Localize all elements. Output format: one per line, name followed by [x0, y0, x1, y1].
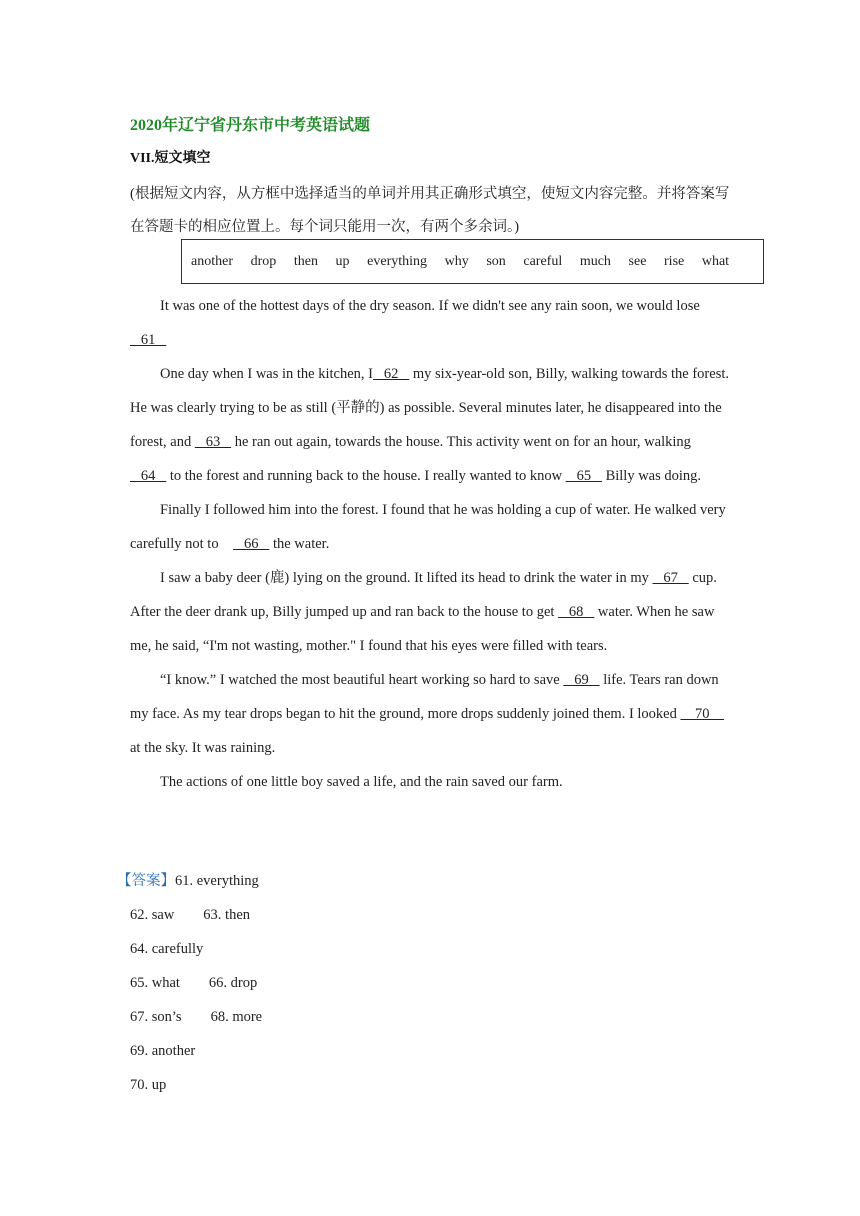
paragraph-3 — [130, 493, 730, 561]
word-bank-item: son — [486, 253, 506, 269]
instructions: (根据短文内容，从方框中选择适当的单词并用其正确形式填空，使短文内容完整。并将答案写在答题卡的相应位置上。每个词只能用一次，有两个多余词。) — [130, 186, 730, 235]
blank-67: 67 — [652, 570, 689, 586]
paragraph-text: to the forest and running back to the house. I really wanted to know — [166, 468, 566, 484]
paragraph-text: Billy was doing. — [601, 468, 702, 484]
answer-section — [117, 864, 262, 1102]
paragraph-5 — [130, 663, 730, 765]
word-bank-item: much — [579, 253, 611, 269]
paragraph-6: The actions of one little boy saved a life, and the rain saved our farm. — [160, 774, 563, 790]
word-bank-item: careful — [523, 253, 563, 269]
word-bank-item: everything — [367, 253, 428, 269]
paragraph-text: “I know.” I watched the most beautiful heart working so hard to save — [160, 672, 564, 688]
answer-line-6: 69. another — [130, 1043, 196, 1059]
word-bank-item: drop — [250, 253, 277, 269]
paragraph-text: It was one of the hottest days of the dry season. If we didn't see any rain soon, we would lose — [160, 298, 700, 314]
blank-62: 62 — [373, 366, 410, 382]
blank-61: 61 — [130, 332, 167, 348]
paragraph-text: the water. — [269, 536, 330, 552]
blank-63: 63 — [194, 434, 232, 450]
word-bank-item: another — [191, 253, 233, 269]
paragraph-text: water. When he saw me, he said, “I'm not wasting, mother." I found that his eyes were filled with tears. — [130, 604, 715, 654]
answer-line-7: 70. up — [130, 1077, 167, 1093]
paragraph-text: One day when I was in the kitchen, I — [160, 366, 374, 382]
word-bank-item: up — [335, 253, 350, 269]
blank-65: 65 — [565, 468, 602, 484]
blank-69: 69 — [563, 672, 600, 688]
word-bank-item: rise — [664, 253, 685, 269]
answer-line-2: 62. saw 63. then — [130, 907, 251, 923]
page-title: 2020年辽宁省丹东市中考英语试题 — [130, 117, 371, 134]
word-bank-box — [181, 239, 764, 284]
answer-line-5: 67. son’s 68. more — [130, 1009, 263, 1025]
paragraph-text: he ran out again, towards the house. This activity went on for an hour, walking — [231, 434, 691, 450]
section-heading: VII.短文填空 — [130, 151, 211, 166]
paragraph-text: at the sky. It was raining. — [130, 740, 276, 756]
paragraph-text: life. Tears ran down my face. As my tear drops began to hit the ground, more drops suddenly joined them. I looked — [130, 672, 719, 722]
answer-line-1 — [117, 864, 262, 898]
blank-64: 64 — [130, 468, 167, 484]
paragraph-1 — [130, 289, 730, 357]
passage — [130, 289, 730, 799]
answer-text: 61. everything — [175, 873, 259, 889]
answer-line-4: 65. what 66. drop — [130, 975, 258, 991]
blank-70: 70 — [680, 706, 724, 722]
word-bank-item: then — [293, 253, 318, 269]
blank-68: 68 — [558, 604, 595, 620]
paragraph-2 — [130, 357, 730, 493]
word-bank-item: see — [628, 253, 647, 269]
paragraph-text: Finally I followed him into the forest. I found that he was holding a cup of water. He walked very carefully not to — [130, 502, 730, 552]
paragraph-4 — [130, 561, 730, 663]
word-bank-item: why — [444, 253, 469, 269]
paragraph-text: cup. After the deer drank up, Billy jumped up and ran back to the house to get — [130, 570, 717, 620]
word-bank-item: what — [701, 253, 730, 269]
blank-66: 66 — [233, 536, 270, 552]
paragraph-text: I saw a baby deer (鹿) lying on the ground. It lifted its head to drink the water in my — [160, 570, 653, 586]
answer-tag: 【答案】 — [117, 873, 175, 889]
answer-line-3: 64. carefully — [130, 941, 204, 957]
paragraph-text: my six-year-old son, Billy, walking towards the forest. He was clearly trying to be as still (平静的) as possible. Several minutes later, he disappeared into the forest, and — [130, 366, 729, 450]
